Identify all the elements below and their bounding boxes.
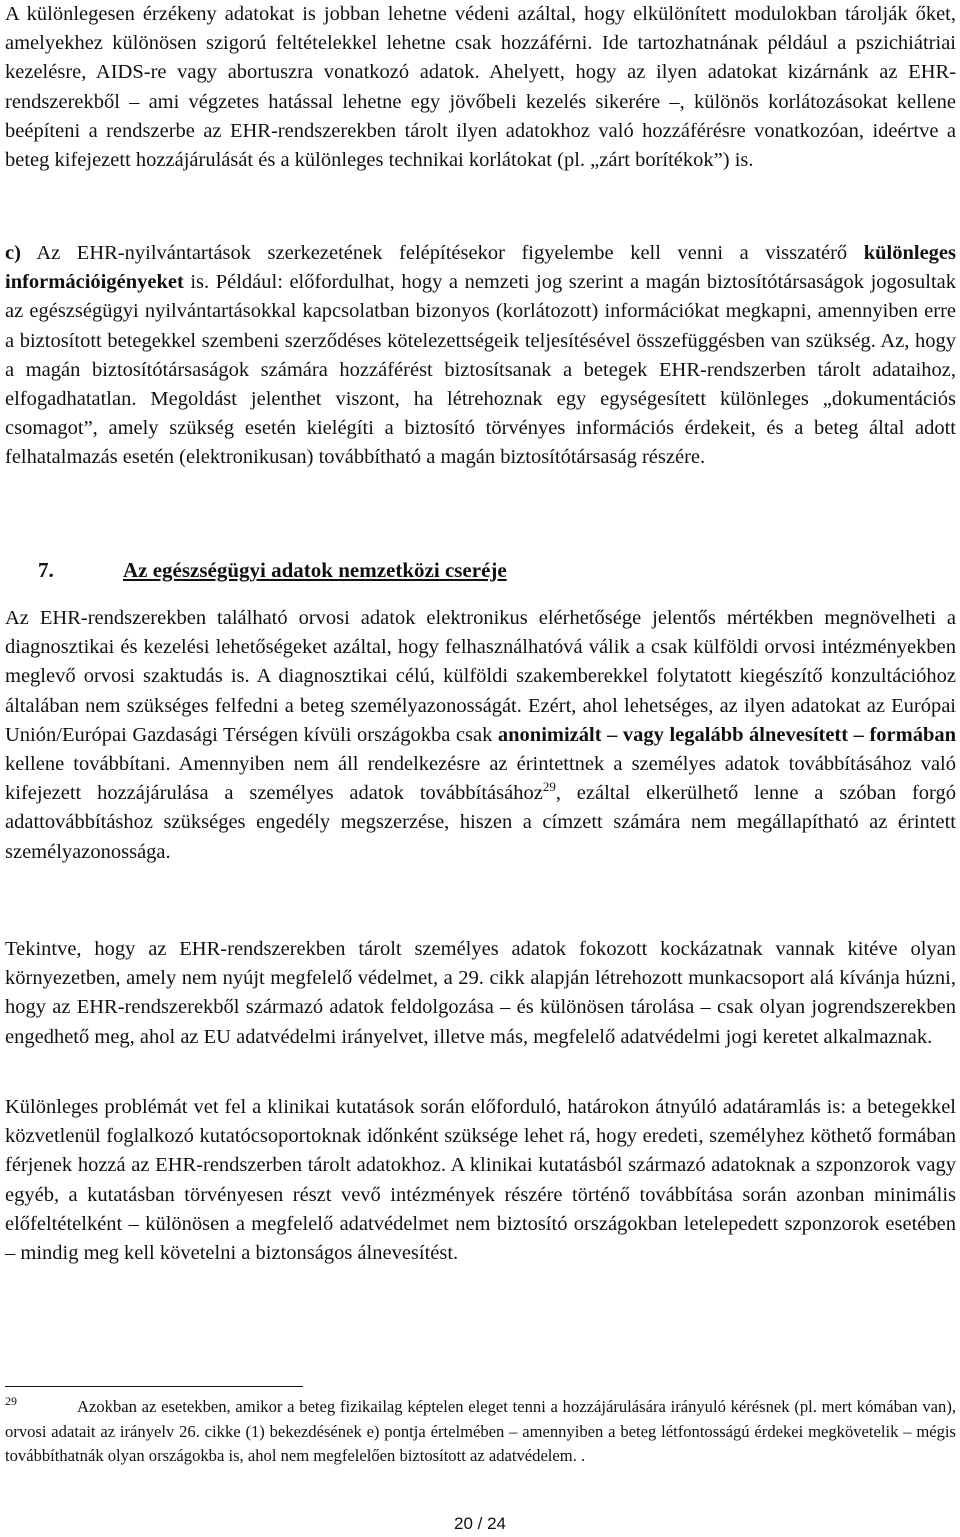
paragraph-text: Az EHR-nyilvántartások szerkezetének felépítésekor figyelembe kell venni a visszatérő <box>36 242 848 264</box>
footnote-text: Azokban az esetekben, amikor a beteg fizikailag képtelen eleget tenni a hozzájárulására irányuló kérésnek (pl. mert kómában van), orvosi adatait az irányelv 26. cikke (1) bekezdésének e) pontja értelmében – amennyiben a beteg létfontosságú érdekei megkövetelik – mégis továbbíthatnák olyan országokba is, ahol nem megfelelően biztosított az adatvédelem. . <box>5 1397 956 1465</box>
paragraph-sensitive-data-modules <box>5 0 956 175</box>
paragraph-text: Az EHR-rendszerekben található orvosi adatok elektronikus elérhetősége jelentős mértékben megnövelheti a diagnosztikai és kezelési lehetőségeket azáltal, hogy felhasználhatóvá válik a csak külföldi orvosi intézményekben meglevő orvosi szaktudás is. A diagnosztikai célú, külföldi szakemberekkel folytatott kiegészítő konzultációhoz általában nem szükséges felfedni a beteg személyazonosságát. Ezért, ahol lehetséges, az ilyen adatokat az Európai Unión/Európai Gazdasági Térségen kívüli országokba csak <box>5 607 956 746</box>
paragraph-c-information-needs <box>5 239 956 473</box>
paragraph-text: is. Például: előfordulhat, hogy a nemzeti jog szerint a magán biztosítótársaságok jogosultak az egészségügyi nyilvántartásokkal kapcsolatban bizonyos (korlátozott) információkat megkapni, amennyiben erre a biztosított betegekkel szembeni szerződéses kötelezettségeik teljesítésével összefüggésben van szükség. Az, hogy a magán biztosítótársaságok számára hozzáférést biztosítsanak a betegek EHR-rendszerben tárolt adataihoz, elfogadhatatlan. Megoldást jelenthet viszont, ha létrehoznak egy egységesített különleges „dokumentációs csomagot”, amely szükség esetén kielégíti a biztosító törvényes információs érdekeit, és a beteg által adott felhatalmazás esetén (elektronikusan) továbbítható a magán biztosítótársaság részére. <box>5 271 956 469</box>
section-number: 7. <box>38 558 54 582</box>
footnote-reference[interactable]: 29 <box>542 779 556 795</box>
paragraph-text: Tekintve, hogy az EHR-rendszerekben tárolt személyes adatok fokozott kockázatnak vannak kitéve olyan környezetben, amely nem nyújt megfelelő védelmet, a 29. cikk alapján létrehozott munkacsoport alá kívánja húzni, hogy az EHR-rendszerekből származó adatok feldolgozása – és különösen tárolása – csak olyan jogrendszerekben engedhető meg, ahol az EU adatvédelmi irányelvet, illetve más, megfelelő adatvédelmi jogi keretet alkalmaznak. <box>5 938 956 1048</box>
footnote-divider <box>5 1386 303 1387</box>
paragraph-data-protection-risk <box>5 935 956 1052</box>
bold-phrase: anonimizált – vagy legalább álnevesített – formában <box>497 723 956 746</box>
list-label-c: c) <box>5 242 21 264</box>
paragraph-clinical-research <box>5 1093 956 1268</box>
paragraph-international-exchange <box>5 604 956 867</box>
paragraph-text: kellene továbbítani. Amennyiben nem áll rendelkezésre az érintettnek a személyes adatok továbbításához való kifejezett hozzájárulása a személyes adatok továbbításához <box>5 753 956 805</box>
bold-phrase: különleges információigényeket <box>5 242 957 294</box>
paragraph-text: A különlegesen érzékeny adatokat is jobban lehetne védeni azáltal, hogy elkülönített modulokban tárolják őket, amelyekhez különösen szigorú feltételekkel lehetne csak hozzáférni. Ide tartozhatnának például a pszichiátriai kezelésre, AIDS-re vagy abortuszra vonatkozó adatok. Ahelyett, hogy az ilyen adatokat kizárnánk az EHR-rendszerekből – ami végzetes hatással lehetne egy jövőbeli kezelés sikerére –, különös korlátozásokat kellene beépíteni a rendszerbe az EHR-rendszerekben tárolt ilyen adatokhoz való hozzáférésre vonatkozóan, ideértve a beteg kifejezett hozzájárulását és a különleges technikai korlátokat (pl. „zárt borítékok”) is. <box>5 3 956 172</box>
paragraph-text: , ezáltal elkerülhető lenne a szóban forgó adattovábbításhoz szükséges engedély megszerzése, hiszen a címzett számára nem megállapítható az érintett személyazonossága. <box>5 782 956 863</box>
paragraph-text: Különleges problémát vet fel a klinikai kutatások során előforduló, határokon átnyúló adatáramlás is: a betegekkel közvetlenül foglalkozó kutatócsoportoknak időnként szüksége lehet rá, hogy eredeti, személyhez köthető formában férjenek hozzá az EHR-rendszerben tárolt adatokhoz. A klinikai kutatásból származó adatoknak a szponzorok vagy egyéb, a kutatásban törvényesen részt vevő intézmények részére történő továbbítása során azonban minimális előfeltételként – különösen a megfelelő adatvédelmet nem biztosító országokban letelepedett szponzorok esetében – mindig meg kell követelni a biztonságos álnevesítést. <box>5 1096 956 1265</box>
section-heading <box>5 555 956 585</box>
section-title: Az egészségügyi adatok nemzetközi cseréje <box>123 558 507 582</box>
footnote: 29 Azokban az esetekben, amikor a beteg fizikailag képtelen eleget tenni a hozzájárulására irányuló kérésnek (pl. mert kómában van), orvosi adatait az irányelv 26. cikke (1) bekezdésének e) pontja értelmében – amennyiben a beteg létfontosságú érdekei megkövetelik – mégis továbbíthatnák olyan országokba is, ahol nem megfelelően biztosított az adatvédelem. . <box>5 1394 956 1465</box>
page-number: 20 / 24 <box>454 1514 506 1533</box>
